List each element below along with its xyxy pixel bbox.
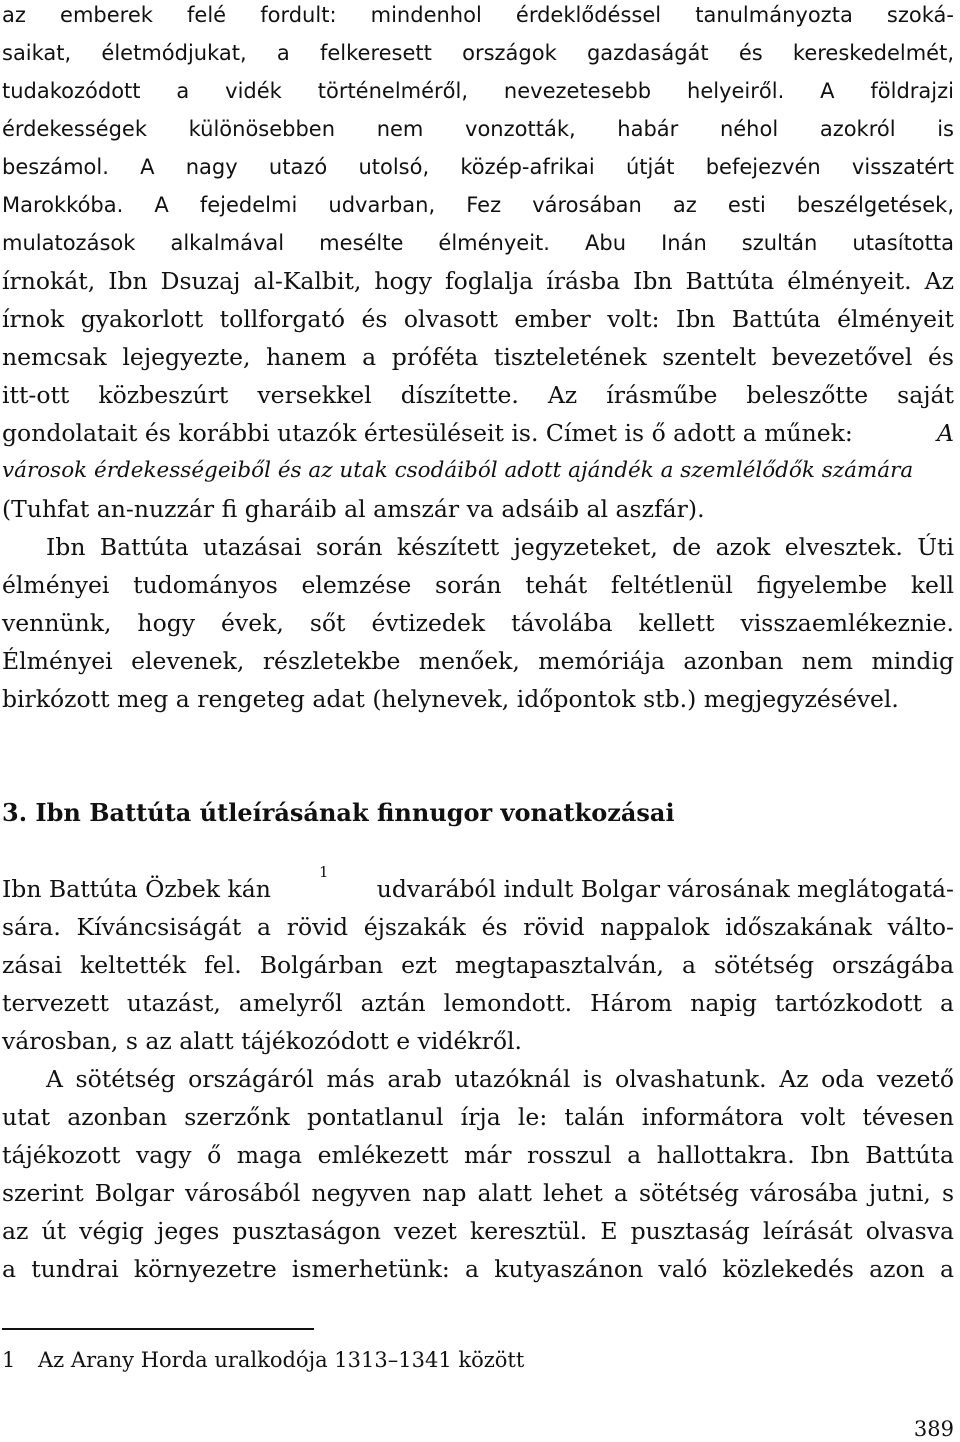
section-heading xyxy=(2,798,675,828)
paragraph3-line: városban, s az alatt tájékozódott e vidékről. xyxy=(2,1027,522,1055)
paragraph1-line-with-title xyxy=(2,418,954,448)
paragraph2-line: Ibn Battúta utazásai során készített jegyzeteket, de azok elvesztek. Úti xyxy=(46,533,954,561)
paragraph3-text-after: udvarából indult Bolgar városának meglátogatá- xyxy=(376,875,954,903)
paragraph3-first-line xyxy=(2,863,954,904)
section-title: Ibn Battúta útleírásának finnugor vonatkozásai xyxy=(35,798,675,827)
paragraph2-line: élményei tudományos elemzése során tehát feltétlenül figyelembe kell xyxy=(2,571,954,599)
paragraph4-line: a tundrai környezetre ismerhetünk: a kutyaszánon való közlekedés azon a xyxy=(2,1255,954,1283)
paragraph1-line: érdekességek különösebben nem vonzották, habár néhol azokról is xyxy=(2,117,954,141)
paragraph4-line: utat azonban szerzőnk pontatlanul írja le: talán informátora volt tévesen xyxy=(2,1103,954,1131)
paragraph1-line: beszámol. A nagy utazó utolsó, közép-afrikai útját befejezvén visszatért xyxy=(2,155,954,179)
paragraph3-line: tervezett utazást, amelyről aztán lemondott. Három napig tartózkodott a xyxy=(2,989,954,1017)
paragraph1-line: nemcsak lejegyezte, hanem a próféta tiszteletének szentelt bevezetővel és xyxy=(2,343,954,371)
footnote-rule xyxy=(2,1328,314,1330)
paragraph1-last-line: (Tuhfat an-nuzzár fi gharáib al amszár va adsáib al aszfár). xyxy=(2,495,705,523)
paragraph2-line: birkózott meg a rengeteg adat (helynevek, időpontok stb.) megjegyzésével. xyxy=(2,685,899,713)
paragraph1-line-text: gondolatait és korábbi utazók értesüléseit is. Címet is ő adott a műnek: xyxy=(2,419,853,447)
paragraph4-line: tájékozott vagy ő maga emlékezett már rosszul a hallottakra. Ibn Battúta xyxy=(2,1141,954,1169)
section-number: 3. xyxy=(2,798,28,827)
paragraph4-line: az út végig jeges pusztaságon vezet keresztül. E pusztaság leírását olvasva xyxy=(2,1217,954,1245)
paragraph1-line: írnok gyakorlott tollforgató és olvasott ember volt: Ibn Battúta élményeit xyxy=(2,305,954,333)
paragraph3-text-before: Ibn Battúta Özbek kán xyxy=(2,875,271,903)
paragraph4-line: A sötétség országáról más arab utazóknál is olvashatunk. Az oda vezető xyxy=(46,1065,954,1093)
paragraph3-line: zásai keltették fel. Bolgárban ezt megtapasztalván, a sötétség országába xyxy=(2,951,954,979)
page-number: 389 xyxy=(913,1417,954,1441)
footnote-number: 1 xyxy=(2,1348,16,1372)
footnote-ref[interactable]: 1 xyxy=(319,863,329,881)
paragraph1-line: saikat, életmódjukat, a felkeresett országok gazdaságát és kereskedelmét, xyxy=(2,41,954,65)
footnote xyxy=(2,1346,524,1374)
paragraph1-line: az emberek felé fordult: mindenhol érdeklődéssel tanulmányozta szoká- xyxy=(2,3,954,27)
work-title: városok érdekességeiből és az utak csodáiból adott ajándék a szemlélődők számára xyxy=(2,458,914,483)
work-title-start: A xyxy=(937,419,954,447)
paragraph1-line: Marokkóba. A fejedelmi udvarban, Fez városában az esti beszélgetések, xyxy=(2,193,954,217)
paragraph2-line: vennünk, hogy évek, sőt évtizedek távolába kellett visszaemlékeznie. xyxy=(2,609,954,637)
footnote-text: Az Arany Horda uralkodója 1313–1341 között xyxy=(38,1348,525,1372)
paragraph1-line: itt-ott közbeszúrt versekkel díszítette. Az írásműbe beleszőtte saját xyxy=(2,381,954,409)
paragraph1-line: tudakozódott a vidék történelméről, nevezetesebb helyeiről. A földrajzi xyxy=(2,79,954,103)
paragraph3-line: sára. Kíváncsiságát a rövid éjszakák és rövid nappalok időszakának válto- xyxy=(2,913,954,941)
paragraph1-line: írnokát, Ibn Dsuzaj al-Kalbit, hogy foglalja írásba Ibn Battúta élményeit. Az xyxy=(2,267,954,295)
paragraph1-line: mulatozások alkalmával mesélte élményeit. Abu Inán szultán utasította xyxy=(2,231,954,255)
paragraph4-line: szerint Bolgar városából negyven nap alatt lehet a sötétség városába jutni, s xyxy=(2,1179,954,1207)
paragraph2-line: Élményei elevenek, részletekbe menőek, memóriája azonban nem mindig xyxy=(2,647,954,675)
